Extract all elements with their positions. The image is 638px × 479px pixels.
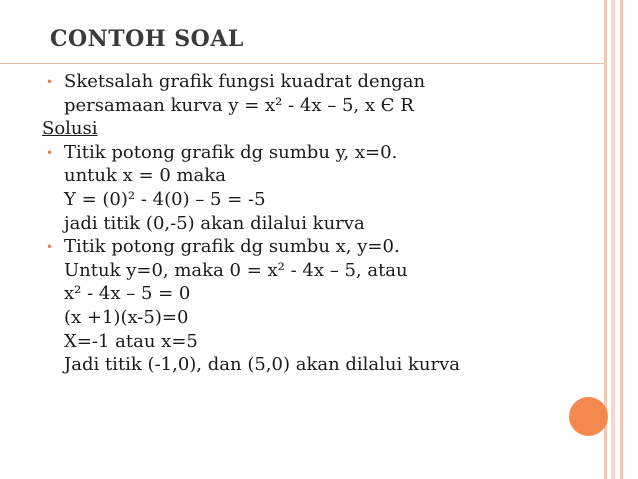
bullet-line: [42, 235, 582, 259]
text-line: untuk x = 0 maka: [64, 165, 226, 187]
slide-title: CONTOH SOAL: [50, 26, 244, 52]
bullet-icon: •: [46, 145, 54, 160]
solution-heading: Solusi: [42, 118, 98, 140]
title-divider: [0, 63, 604, 64]
problem-text: Sketsalah grafik fungsi kuadrat dengan: [64, 71, 426, 92]
text-line: Y = (0)² - 4(0) – 5 = -5: [64, 188, 266, 210]
text-line: jadi titik (0,-5) akan dilalui kurva: [64, 212, 365, 234]
text-line: X=-1 atau x=5: [64, 330, 198, 352]
decorative-rule: [611, 0, 615, 479]
step-text: Titik potong grafik dg sumbu y, x=0.: [64, 141, 398, 163]
decorative-circle: [569, 397, 608, 436]
decorative-rule: [620, 0, 623, 479]
step-text: Titik potong grafik dg sumbu x, y=0.: [64, 236, 400, 258]
text-line: (x +1)(x-5)=0: [64, 306, 189, 328]
text-line: Untuk y=0, maka 0 = x² - 4x – 5, atau: [64, 259, 408, 281]
bullet-line: [42, 141, 582, 165]
bullet-line: [42, 70, 582, 94]
bullet-icon: •: [46, 75, 54, 89]
text-line: persamaan kurva y = x² - 4x – 5, x Є R: [64, 94, 414, 116]
slide-body: [42, 70, 582, 377]
text-line: x² - 4x – 5 = 0: [64, 283, 191, 305]
text-line: Jadi titik (-1,0), dan (5,0) akan dilalui kurva: [64, 354, 460, 376]
bullet-icon: •: [46, 240, 54, 255]
